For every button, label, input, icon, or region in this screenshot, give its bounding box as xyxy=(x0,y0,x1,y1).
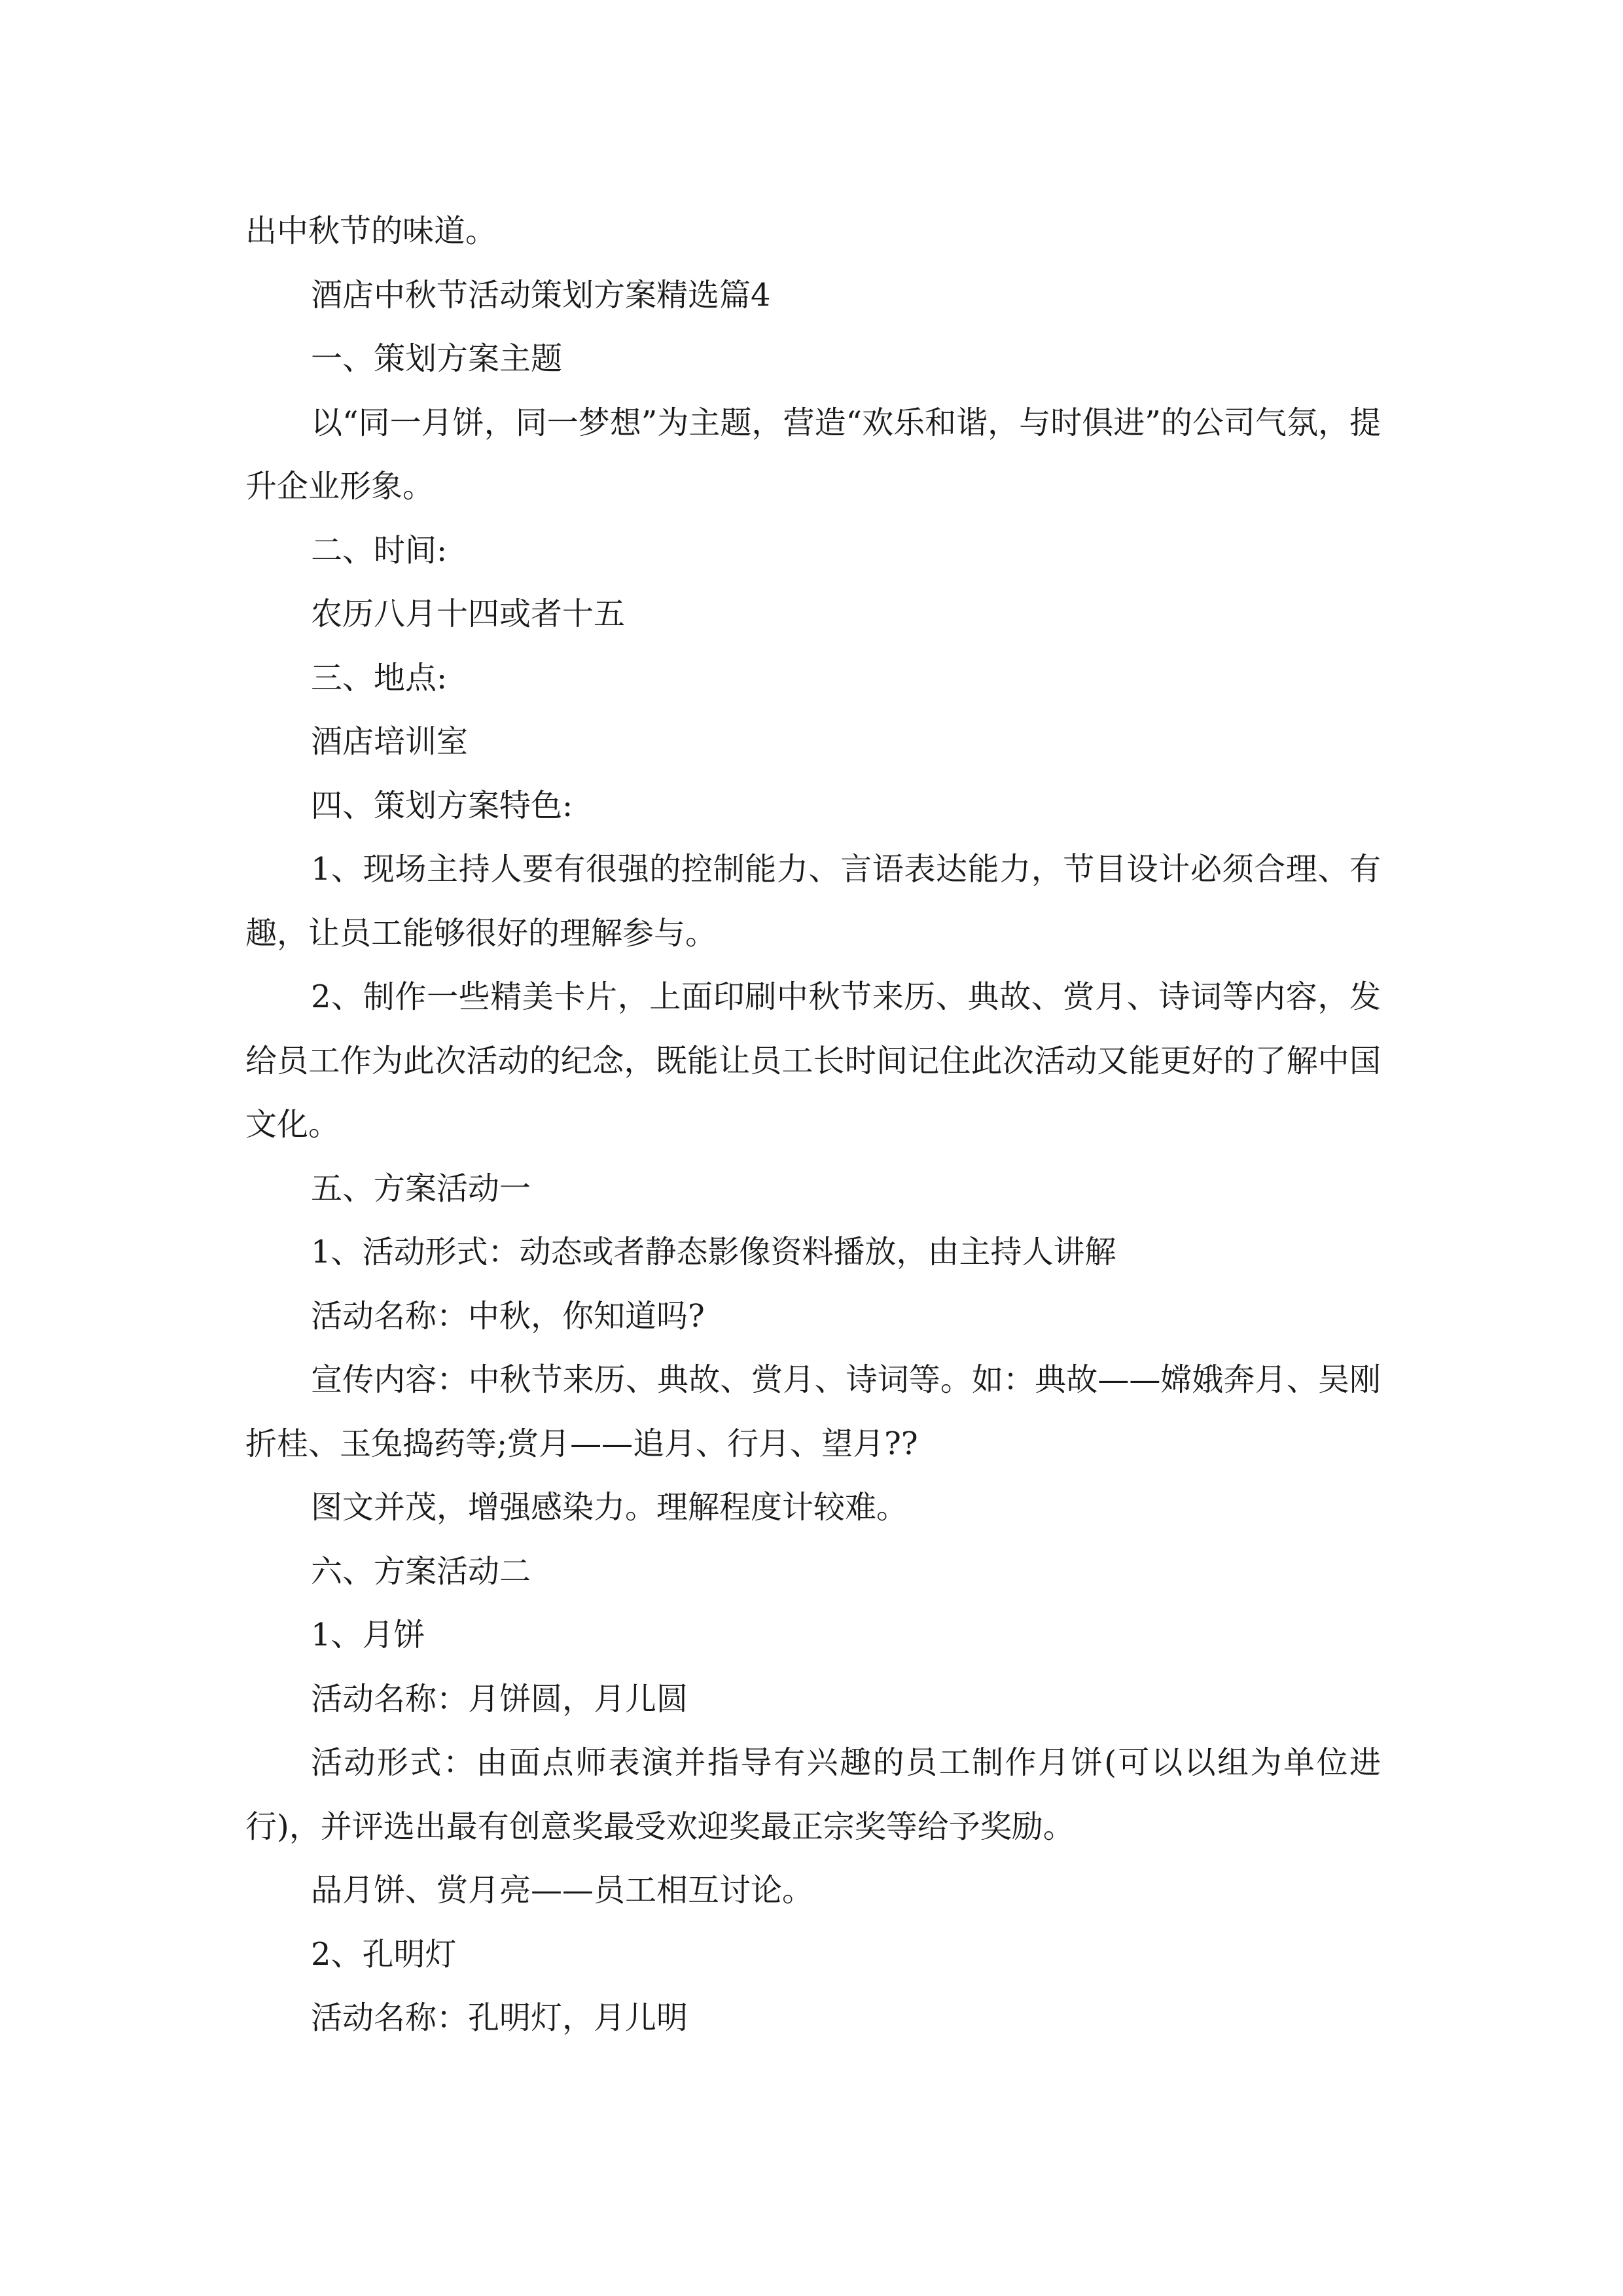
paragraph: 以“同一月饼，同一梦想”为主题，营造“欢乐和谐，与时俱进”的公司气氛，提升企业形象。 xyxy=(245,404,1381,505)
subheading-mooncake: 1、月饼 xyxy=(311,1617,425,1653)
paragraph: 活动名称：月饼圆，月儿圆 xyxy=(311,1680,688,1717)
heading-location: 三、地点: xyxy=(311,659,448,696)
paragraph: 活动名称：中秋，你知道吗? xyxy=(311,1297,705,1335)
subheading-lantern: 2、孔明灯 xyxy=(311,1935,457,1973)
heading-time: 二、时间: xyxy=(311,531,448,569)
document-body xyxy=(245,200,1381,2051)
paragraph: 活动形式：由面点师表演并指导有兴趣的员工制作月饼(可以以组为单位进行)，并评选出最有创意奖最受欢迎奖最正宗奖等给予奖励。 xyxy=(245,1744,1381,1845)
paragraph: 1、现场主持人要有很强的控制能力、言语表达能力，节目设计必须合理、有趣，让员工能够很好的理解参与。 xyxy=(245,851,1381,952)
section-title: 酒店中秋节活动策划方案精选篇4 xyxy=(311,276,771,314)
paragraph: 品月饼、赏月亮——员工相互讨论。 xyxy=(311,1872,814,1909)
paragraph: 图文并茂，增强感染力。理解程度计较难。 xyxy=(311,1489,908,1526)
paragraph: 宣传内容：中秋节来历、典故、赏月、诗词等。如：典故——嫦娥奔月、吴刚折桂、玉兔捣药等;赏月——追月、行月、望月?? xyxy=(245,1361,1381,1462)
paragraph: 1、活动形式：动态或者静态影像资料播放，由主持人讲解 xyxy=(311,1234,1116,1270)
paragraph: 出中秋节的味道。 xyxy=(245,213,497,249)
heading-features: 四、策划方案特色: xyxy=(311,787,573,824)
paragraph: 农历八月十四或者十五 xyxy=(311,596,626,632)
paragraph: 酒店培训室 xyxy=(311,723,469,760)
paragraph: 2、制作一些精美卡片，上面印刷中秋节来历、典故、赏月、诗词等内容，发给员工作为此次活动的纪念，既能让员工长时间记住此次活动又能更好的了解中国文化。 xyxy=(245,978,1381,1143)
heading-activity-two: 六、方案活动二 xyxy=(311,1552,531,1590)
heading-theme: 一、策划方案主题 xyxy=(311,340,563,377)
heading-activity-one: 五、方案活动一 xyxy=(311,1170,531,1207)
paragraph: 活动名称：孔明灯，月儿明 xyxy=(311,2000,688,2036)
